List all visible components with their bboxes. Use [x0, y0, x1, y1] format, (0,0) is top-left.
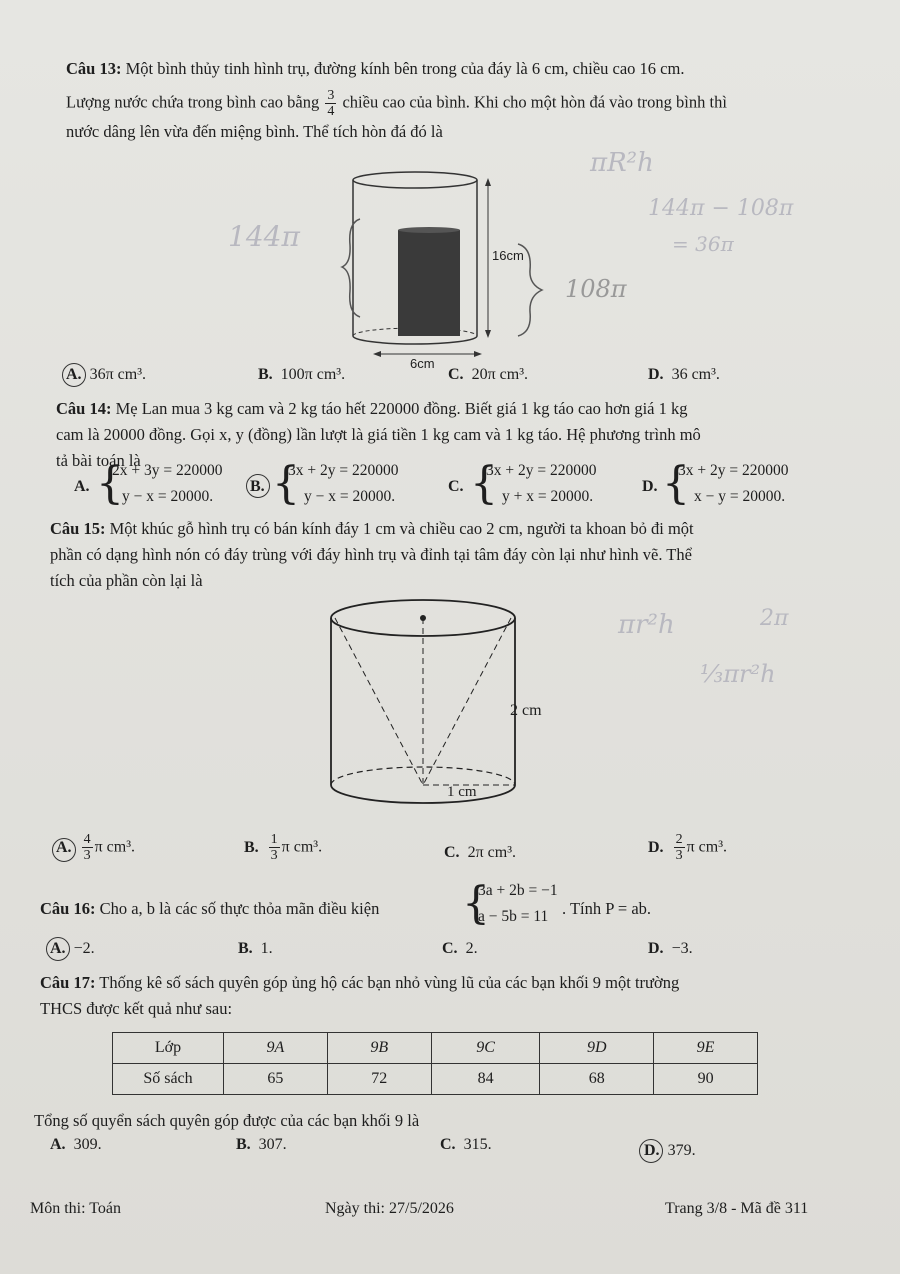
q16-option-a[interactable]: A. −2.: [50, 940, 95, 957]
q14-option-b[interactable]: { 3x + 2y = 220000 y − x = 20000.: [272, 458, 399, 509]
handwriting-2pi: 2π: [760, 606, 789, 631]
q15-cylinder-cone-figure: [325, 595, 525, 810]
q15-radius-label: 1 cm: [447, 784, 477, 800]
q17-option-a[interactable]: A. 309.: [50, 1136, 102, 1153]
handwriting-108pi: 108π: [565, 275, 627, 303]
q14-text: Câu 14: Mẹ Lan mua 3 kg cam và 2 kg táo hết 220000 đồng. Biết giá 1 kg táo cao hơn giá 1 kg cam là 20000 đồng. Gọi x, y (đồng) lần lượt là giá tiền 1 kg cam và 1 kg táo. Hệ phương trình mô tả bài toán là: [56, 399, 701, 470]
q14-option-b-label[interactable]: B.: [250, 478, 265, 495]
q17-text: Câu 17: Thống kê số sách quyên góp ủng hộ các bạn nhỏ vùng lũ của các bạn khối 9 một trường THCS được kết quả như sau:: [40, 973, 680, 1018]
handwriting-brace-right: [510, 240, 550, 340]
q17-option-c[interactable]: C. 315.: [440, 1136, 492, 1153]
footer-subject: Môn thi: Toán: [30, 1200, 122, 1217]
q13-line3: nước dâng lên vừa đến miệng bình. Thể tích hòn đá đó là: [66, 122, 443, 141]
q15-height-label: 2 cm: [510, 702, 542, 719]
footer-page: Trang 3/8 - Mã đề 311: [665, 1200, 809, 1217]
handwriting-brace-left: [338, 215, 368, 320]
q13-cylinder-figure: [340, 168, 530, 368]
q13-line2b: chiều cao của bình. Khi cho một hòn đá vào trong bình thì: [342, 92, 727, 112]
handwriting-formula: πR²h: [590, 148, 654, 178]
table-row: Lớp 9A 9B 9C 9D 9E: [113, 1033, 758, 1064]
q17-option-d[interactable]: D. 379.: [644, 1142, 696, 1159]
handwriting-cyl-volume: πr²h: [618, 610, 675, 640]
q13-option-c[interactable]: C. 20π cm³.: [448, 366, 528, 383]
q16-option-d[interactable]: D. −3.: [648, 940, 693, 957]
q13-diameter-label: 6cm: [410, 356, 435, 371]
q15-option-b[interactable]: B. $\frac{1}{3}$ π cm³.: [244, 832, 323, 863]
q15-option-a[interactable]: A. $\frac{4}{3}$ π cm³.: [56, 832, 135, 863]
q13-option-a[interactable]: A. 36π cm³.: [66, 366, 146, 383]
q14-option-a-label[interactable]: A.: [74, 478, 90, 495]
q13-option-b[interactable]: B. 100π cm³.: [258, 366, 346, 383]
q15-text: Câu 15: Một khúc gỗ hình trụ có bán kính đáy 1 cm và chiều cao 2 cm, người ta khoan bỏ đi một phần có dạng hình nón có đáy trùng với đáy hình trụ và đỉnh tại tâm đáy còn lại như hình vẽ. Thể tích của phần còn lại là: [50, 519, 694, 590]
handwriting-subtract: 144π − 108π: [648, 196, 794, 221]
q14-option-c[interactable]: { 3x + 2y = 220000 y + x = 20000.: [470, 458, 597, 509]
q14-option-a[interactable]: { 2x + 3y = 220000 y − x = 20000.: [96, 458, 223, 509]
handwriting-result: = 36π: [672, 232, 734, 256]
q15-option-d[interactable]: D. $\frac{2}{3}$ π cm³.: [648, 832, 727, 863]
q14-option-d-label[interactable]: D.: [642, 478, 658, 495]
q14-option-c-label[interactable]: C.: [448, 478, 464, 495]
q15-option-c[interactable]: C. 2π cm³.: [444, 844, 516, 861]
q17-question: Tổng số quyển sách quyên góp được của các bạn khối 9 là: [34, 1111, 420, 1130]
q16-text-a: Câu 16: Cho a, b là các số thực thỏa mãn điều kiện: [40, 899, 380, 918]
q13-text: [66, 56, 856, 145]
q13-fraction: $\frac{3}{4}$: [327, 88, 335, 119]
q13-height-label: 16cm: [492, 248, 524, 263]
q17-stats-table: [112, 1032, 758, 1095]
q13-line2a: Lượng nước chứa trong bình cao bằng: [66, 92, 320, 112]
handwriting-144pi: 144π: [228, 220, 300, 253]
q13-option-d[interactable]: D. 36 cm³.: [648, 366, 720, 383]
q13-number: Câu 13:: [66, 59, 122, 78]
q16-option-c[interactable]: C. 2.: [442, 940, 478, 957]
q16-system: { 3a + 2b = −1 a − 5b = 11: [462, 878, 558, 929]
footer-date: Ngày thi: 27/5/2026: [325, 1200, 454, 1217]
q14-option-d[interactable]: { 3x + 2y = 220000 x − y = 20000.: [662, 458, 789, 509]
handwriting-cone-volume: ⅓πr²h: [700, 660, 776, 688]
q16-text-b: . Tính P = ab.: [562, 899, 652, 918]
q17-option-b[interactable]: B. 307.: [236, 1136, 287, 1153]
q16-option-b[interactable]: B. 1.: [238, 940, 273, 957]
q13-line1: Một bình thủy tinh hình trụ, đường kính bên trong của đáy là 6 cm, chiều cao 16 cm.: [125, 59, 685, 78]
table-row: Số sách 65 72 84 68 90: [113, 1064, 758, 1095]
